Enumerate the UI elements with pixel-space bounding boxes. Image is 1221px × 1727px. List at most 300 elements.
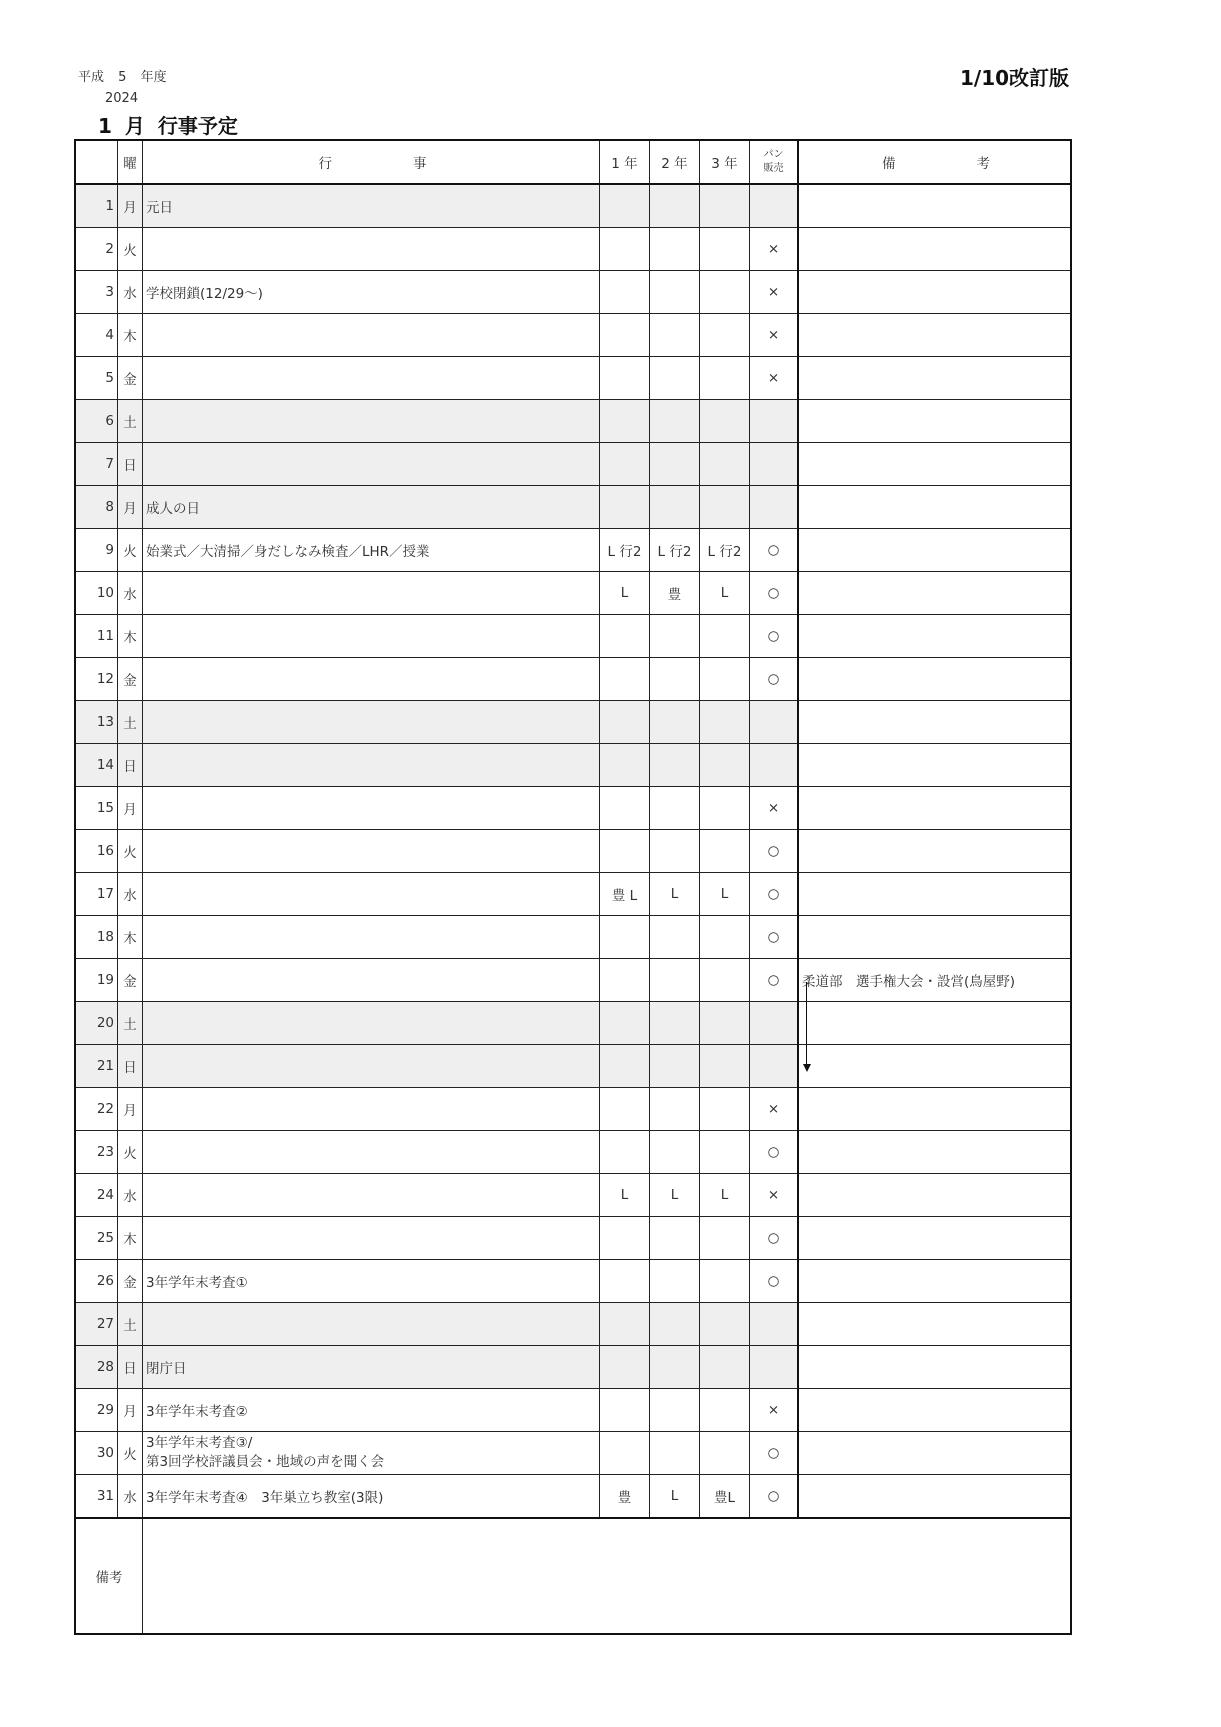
day-cell: 5 bbox=[75, 357, 118, 400]
event-cell bbox=[143, 572, 600, 615]
note-cell bbox=[798, 916, 1071, 959]
note-cell bbox=[798, 744, 1071, 787]
bread-sale-cell bbox=[750, 443, 799, 486]
year1-cell bbox=[600, 1045, 650, 1088]
year3-cell bbox=[700, 314, 750, 357]
day-header bbox=[75, 140, 118, 184]
year3-cell bbox=[700, 400, 750, 443]
day-cell: 4 bbox=[75, 314, 118, 357]
bread-sale-cell bbox=[750, 744, 799, 787]
weekday-cell: 火 bbox=[118, 1432, 143, 1475]
year2-cell bbox=[650, 400, 700, 443]
note-cell bbox=[798, 228, 1071, 271]
note-cell bbox=[798, 1475, 1071, 1519]
note-cell bbox=[798, 572, 1071, 615]
year1-cell bbox=[600, 1088, 650, 1131]
weekday-cell: 金 bbox=[118, 357, 143, 400]
year3-cell bbox=[700, 1389, 750, 1432]
bread-sale-cell: × bbox=[750, 228, 799, 271]
era-name: 平成 bbox=[78, 70, 105, 85]
year2-cell bbox=[650, 357, 700, 400]
bread-sale-cell: ○ bbox=[750, 1432, 799, 1475]
note-cell bbox=[798, 1002, 1071, 1045]
event-cell: 3年学年末考査④ 3年巣立ち教室(3限) bbox=[143, 1475, 600, 1519]
note-cell bbox=[798, 184, 1071, 228]
bread-sale-cell: ○ bbox=[750, 529, 799, 572]
weekday-cell: 水 bbox=[118, 1475, 143, 1519]
note-cell bbox=[798, 1045, 1071, 1088]
weekday-cell: 月 bbox=[118, 1088, 143, 1131]
schedule-row bbox=[75, 529, 1071, 572]
year2-cell bbox=[650, 1389, 700, 1432]
schedule-row bbox=[75, 1260, 1071, 1303]
note-cell bbox=[798, 486, 1071, 529]
year1-cell bbox=[600, 1002, 650, 1045]
year2-cell bbox=[650, 1303, 700, 1346]
year3-cell bbox=[700, 486, 750, 529]
month-number: 1 bbox=[98, 114, 112, 138]
day-cell: 31 bbox=[75, 1475, 118, 1519]
title-text: 行事予定 bbox=[157, 114, 238, 138]
event-cell bbox=[143, 744, 600, 787]
event-cell bbox=[143, 1045, 600, 1088]
bread-sale-cell: ○ bbox=[750, 916, 799, 959]
bread-sale-cell: × bbox=[750, 1174, 799, 1217]
year2-cell bbox=[650, 486, 700, 529]
remarks-content bbox=[143, 1518, 1072, 1634]
year2-cell bbox=[650, 271, 700, 314]
bread-sale-cell: ○ bbox=[750, 572, 799, 615]
event-cell bbox=[143, 1217, 600, 1260]
year2-cell bbox=[650, 1131, 700, 1174]
bread-sale-cell: × bbox=[750, 1389, 799, 1432]
schedule-row bbox=[75, 314, 1071, 357]
schedule-row bbox=[75, 400, 1071, 443]
year2-cell bbox=[650, 314, 700, 357]
schedule-row bbox=[75, 1432, 1071, 1475]
event-cell bbox=[143, 1432, 600, 1475]
event-line-1: 3年学年末考査③/ bbox=[146, 1435, 253, 1451]
event-cell bbox=[143, 1002, 600, 1045]
year1-cell bbox=[600, 271, 650, 314]
year1-cell bbox=[600, 959, 650, 1002]
note-cell bbox=[798, 873, 1071, 916]
year1-cell bbox=[600, 1131, 650, 1174]
weekday-cell: 木 bbox=[118, 916, 143, 959]
weekday-cell: 水 bbox=[118, 572, 143, 615]
weekday-header: 曜 bbox=[118, 140, 143, 184]
year1-cell bbox=[600, 443, 650, 486]
year1-cell bbox=[600, 1432, 650, 1475]
year3-cell bbox=[700, 1432, 750, 1475]
day-cell: 12 bbox=[75, 658, 118, 701]
day-cell: 30 bbox=[75, 1432, 118, 1475]
weekday-cell: 水 bbox=[118, 873, 143, 916]
year2-cell: L 行2 bbox=[650, 529, 700, 572]
day-cell: 18 bbox=[75, 916, 118, 959]
revision-label: 1/10改訂版 bbox=[960, 66, 1070, 90]
bread-sale-cell: ○ bbox=[750, 658, 799, 701]
note-cell bbox=[798, 830, 1071, 873]
schedule-row bbox=[75, 959, 1071, 1002]
note-cell bbox=[798, 1346, 1071, 1389]
year1-cell bbox=[600, 400, 650, 443]
bread-sale-cell bbox=[750, 1303, 799, 1346]
weekday-cell: 木 bbox=[118, 1217, 143, 1260]
year2-cell bbox=[650, 701, 700, 744]
schedule-row bbox=[75, 184, 1071, 228]
year1-cell bbox=[600, 916, 650, 959]
year1-cell: 豊 bbox=[600, 1475, 650, 1519]
event-cell: 元日 bbox=[143, 184, 600, 228]
note-cell bbox=[798, 1303, 1071, 1346]
year1-header: 1 年 bbox=[600, 140, 650, 184]
event-cell bbox=[143, 1131, 600, 1174]
weekday-cell: 月 bbox=[118, 787, 143, 830]
day-cell: 7 bbox=[75, 443, 118, 486]
bread-sale-cell bbox=[750, 1045, 799, 1088]
schedule-row bbox=[75, 873, 1071, 916]
weekday-cell: 土 bbox=[118, 1002, 143, 1045]
weekday-cell: 木 bbox=[118, 314, 143, 357]
weekday-cell: 土 bbox=[118, 701, 143, 744]
calendar-year: 2024 bbox=[105, 91, 139, 106]
schedule-row bbox=[75, 1217, 1071, 1260]
weekday-cell: 火 bbox=[118, 1131, 143, 1174]
note-cell bbox=[798, 787, 1071, 830]
schedule-row bbox=[75, 658, 1071, 701]
year1-cell: L 行2 bbox=[600, 529, 650, 572]
event-cell bbox=[143, 314, 600, 357]
year3-cell bbox=[700, 1131, 750, 1174]
note-cell bbox=[798, 1088, 1071, 1131]
event-cell bbox=[143, 1174, 600, 1217]
note-cell: 柔道部 選手権大会・設営(鳥屋野) bbox=[798, 959, 1071, 1002]
schedule-row bbox=[75, 443, 1071, 486]
event-cell bbox=[143, 228, 600, 271]
weekday-cell: 火 bbox=[118, 830, 143, 873]
weekday-cell: 木 bbox=[118, 615, 143, 658]
day-cell: 25 bbox=[75, 1217, 118, 1260]
weekday-cell: 月 bbox=[118, 486, 143, 529]
nendo-label: 年度 bbox=[140, 70, 167, 85]
year1-cell bbox=[600, 184, 650, 228]
bread-sale-cell bbox=[750, 701, 799, 744]
bread-sale-cell: × bbox=[750, 357, 799, 400]
year3-cell bbox=[700, 1045, 750, 1088]
bread-sale-cell: ○ bbox=[750, 873, 799, 916]
schedule-row bbox=[75, 1131, 1071, 1174]
day-cell: 20 bbox=[75, 1002, 118, 1045]
bread-sale-cell: × bbox=[750, 271, 799, 314]
year1-cell: 豊 L bbox=[600, 873, 650, 916]
note-cell bbox=[798, 1389, 1071, 1432]
bread-sale-header bbox=[750, 140, 799, 184]
year3-cell bbox=[700, 959, 750, 1002]
schedule-row bbox=[75, 744, 1071, 787]
day-cell: 1 bbox=[75, 184, 118, 228]
day-cell: 10 bbox=[75, 572, 118, 615]
event-cell: 3年学年末考査① bbox=[143, 1260, 600, 1303]
year3-cell bbox=[700, 787, 750, 830]
event-cell bbox=[143, 830, 600, 873]
year3-cell bbox=[700, 1217, 750, 1260]
day-cell: 16 bbox=[75, 830, 118, 873]
year3-header: 3 年 bbox=[700, 140, 750, 184]
schedule-row bbox=[75, 787, 1071, 830]
bread-sale-cell: ○ bbox=[750, 615, 799, 658]
year2-cell bbox=[650, 184, 700, 228]
year3-cell bbox=[700, 443, 750, 486]
schedule-row bbox=[75, 572, 1071, 615]
year1-cell bbox=[600, 1389, 650, 1432]
day-cell: 27 bbox=[75, 1303, 118, 1346]
event-cell bbox=[143, 701, 600, 744]
duration-arrow bbox=[806, 982, 807, 1070]
event-line-2: 第3回学校評議員会・地域の声を聞く会 bbox=[146, 1454, 385, 1470]
event-cell bbox=[143, 916, 600, 959]
bread-sale-header-line1: パン bbox=[763, 149, 784, 160]
event-cell bbox=[143, 787, 600, 830]
note-cell bbox=[798, 271, 1071, 314]
year1-cell bbox=[600, 228, 650, 271]
day-cell: 11 bbox=[75, 615, 118, 658]
year3-cell: L 行2 bbox=[700, 529, 750, 572]
year3-cell: L bbox=[700, 873, 750, 916]
schedule-row bbox=[75, 701, 1071, 744]
year2-cell bbox=[650, 916, 700, 959]
weekday-cell: 金 bbox=[118, 1260, 143, 1303]
day-cell: 23 bbox=[75, 1131, 118, 1174]
weekday-cell: 金 bbox=[118, 959, 143, 1002]
year3-cell: 豊L bbox=[700, 1475, 750, 1519]
year1-cell bbox=[600, 314, 650, 357]
year1-cell bbox=[600, 701, 650, 744]
year3-cell bbox=[700, 916, 750, 959]
year1-cell bbox=[600, 1217, 650, 1260]
weekday-cell: 日 bbox=[118, 1346, 143, 1389]
schedule-row bbox=[75, 916, 1071, 959]
bread-sale-cell: ○ bbox=[750, 1131, 799, 1174]
year2-cell bbox=[650, 443, 700, 486]
event-cell bbox=[143, 658, 600, 701]
year1-cell: L bbox=[600, 572, 650, 615]
remarks-row bbox=[75, 1518, 1071, 1634]
schedule-row bbox=[75, 1174, 1071, 1217]
year1-cell bbox=[600, 830, 650, 873]
schedule-row bbox=[75, 486, 1071, 529]
note-cell bbox=[798, 1217, 1071, 1260]
year3-cell bbox=[700, 830, 750, 873]
weekday-cell: 月 bbox=[118, 1389, 143, 1432]
remarks-label: 備考 bbox=[75, 1518, 143, 1634]
note-cell bbox=[798, 615, 1071, 658]
weekday-cell: 月 bbox=[118, 184, 143, 228]
event-cell: 成人の日 bbox=[143, 486, 600, 529]
year3-cell bbox=[700, 1088, 750, 1131]
event-cell bbox=[143, 959, 600, 1002]
note-cell bbox=[798, 658, 1071, 701]
weekday-cell: 日 bbox=[118, 1045, 143, 1088]
schedule-row bbox=[75, 1045, 1071, 1088]
note-header: 備 考 bbox=[798, 140, 1071, 184]
day-cell: 9 bbox=[75, 529, 118, 572]
year3-cell bbox=[700, 1303, 750, 1346]
schedule-row bbox=[75, 1346, 1071, 1389]
year2-cell bbox=[650, 658, 700, 701]
day-cell: 24 bbox=[75, 1174, 118, 1217]
bread-sale-cell: ○ bbox=[750, 959, 799, 1002]
note-cell bbox=[798, 314, 1071, 357]
year2-cell: L bbox=[650, 1174, 700, 1217]
day-cell: 26 bbox=[75, 1260, 118, 1303]
year3-cell bbox=[700, 1260, 750, 1303]
event-cell bbox=[143, 400, 600, 443]
schedule-row bbox=[75, 357, 1071, 400]
year2-cell bbox=[650, 615, 700, 658]
year2-cell bbox=[650, 1002, 700, 1045]
event-cell bbox=[143, 1088, 600, 1131]
year3-cell bbox=[700, 184, 750, 228]
weekday-cell: 日 bbox=[118, 443, 143, 486]
bread-sale-cell bbox=[750, 1002, 799, 1045]
schedule-row bbox=[75, 1088, 1071, 1131]
year2-cell bbox=[650, 228, 700, 271]
bread-sale-cell: × bbox=[750, 314, 799, 357]
event-cell: 学校閉鎖(12/29〜) bbox=[143, 271, 600, 314]
event-header: 行 事 bbox=[143, 140, 600, 184]
weekday-cell: 金 bbox=[118, 658, 143, 701]
year1-cell: L bbox=[600, 1174, 650, 1217]
event-cell bbox=[143, 873, 600, 916]
note-cell bbox=[798, 400, 1071, 443]
era-year: 5 bbox=[118, 70, 127, 85]
year3-cell bbox=[700, 1002, 750, 1045]
year1-cell bbox=[600, 615, 650, 658]
bread-sale-cell: × bbox=[750, 1088, 799, 1131]
schedule-row bbox=[75, 615, 1071, 658]
year3-cell bbox=[700, 658, 750, 701]
day-cell: 17 bbox=[75, 873, 118, 916]
schedule-row bbox=[75, 1303, 1071, 1346]
day-cell: 14 bbox=[75, 744, 118, 787]
year1-cell bbox=[600, 357, 650, 400]
year2-cell bbox=[650, 1088, 700, 1131]
year2-cell bbox=[650, 959, 700, 1002]
day-cell: 15 bbox=[75, 787, 118, 830]
day-cell: 3 bbox=[75, 271, 118, 314]
year3-cell: L bbox=[700, 572, 750, 615]
schedule-row bbox=[75, 1002, 1071, 1045]
bread-sale-cell bbox=[750, 400, 799, 443]
year1-cell bbox=[600, 744, 650, 787]
event-cell bbox=[143, 357, 600, 400]
day-cell: 2 bbox=[75, 228, 118, 271]
bread-sale-cell: × bbox=[750, 787, 799, 830]
note-cell bbox=[798, 1131, 1071, 1174]
year2-cell bbox=[650, 1045, 700, 1088]
year2-cell: 豊 bbox=[650, 572, 700, 615]
note-cell bbox=[798, 529, 1071, 572]
year1-cell bbox=[600, 658, 650, 701]
schedule-row bbox=[75, 1475, 1071, 1519]
note-cell bbox=[798, 1260, 1071, 1303]
year2-cell: L bbox=[650, 1475, 700, 1519]
month-unit: 月 bbox=[124, 114, 145, 138]
bread-sale-cell bbox=[750, 486, 799, 529]
weekday-cell: 水 bbox=[118, 1174, 143, 1217]
bread-sale-cell: ○ bbox=[750, 830, 799, 873]
day-cell: 8 bbox=[75, 486, 118, 529]
schedule-row bbox=[75, 830, 1071, 873]
year3-cell bbox=[700, 271, 750, 314]
event-cell bbox=[143, 1303, 600, 1346]
year2-cell bbox=[650, 744, 700, 787]
weekday-cell: 土 bbox=[118, 400, 143, 443]
year3-cell bbox=[700, 701, 750, 744]
day-cell: 13 bbox=[75, 701, 118, 744]
day-cell: 6 bbox=[75, 400, 118, 443]
event-cell bbox=[143, 615, 600, 658]
year2-header: 2 年 bbox=[650, 140, 700, 184]
year3-cell: L bbox=[700, 1174, 750, 1217]
bread-sale-cell: ○ bbox=[750, 1475, 799, 1519]
note-cell bbox=[798, 1432, 1071, 1475]
year2-cell bbox=[650, 830, 700, 873]
year1-cell bbox=[600, 1346, 650, 1389]
schedule-table bbox=[74, 139, 1072, 1635]
schedule-row bbox=[75, 1389, 1071, 1432]
year2-cell bbox=[650, 1346, 700, 1389]
bread-sale-cell bbox=[750, 184, 799, 228]
year1-cell bbox=[600, 486, 650, 529]
year2-cell bbox=[650, 787, 700, 830]
year2-cell bbox=[650, 1260, 700, 1303]
table-header-row bbox=[75, 140, 1071, 184]
note-cell bbox=[798, 701, 1071, 744]
year1-cell bbox=[600, 1303, 650, 1346]
year2-cell bbox=[650, 1432, 700, 1475]
weekday-cell: 日 bbox=[118, 744, 143, 787]
fiscal-year-label bbox=[78, 66, 177, 85]
year3-cell bbox=[700, 357, 750, 400]
event-cell: 閉庁日 bbox=[143, 1346, 600, 1389]
bread-sale-cell: ○ bbox=[750, 1260, 799, 1303]
bread-sale-header-line2: 販売 bbox=[763, 163, 784, 174]
bread-sale-cell bbox=[750, 1346, 799, 1389]
day-cell: 19 bbox=[75, 959, 118, 1002]
event-cell: 始業式／大清掃／身だしなみ検査／LHR／授業 bbox=[143, 529, 600, 572]
year3-cell bbox=[700, 744, 750, 787]
schedule-row bbox=[75, 228, 1071, 271]
year1-cell bbox=[600, 1260, 650, 1303]
weekday-cell: 土 bbox=[118, 1303, 143, 1346]
weekday-cell: 火 bbox=[118, 228, 143, 271]
page-title bbox=[98, 110, 244, 139]
schedule-row bbox=[75, 271, 1071, 314]
year3-cell bbox=[700, 615, 750, 658]
day-cell: 22 bbox=[75, 1088, 118, 1131]
year1-cell bbox=[600, 787, 650, 830]
bread-sale-cell: ○ bbox=[750, 1217, 799, 1260]
year2-cell bbox=[650, 1217, 700, 1260]
day-cell: 21 bbox=[75, 1045, 118, 1088]
event-cell bbox=[143, 443, 600, 486]
note-cell bbox=[798, 357, 1071, 400]
note-cell bbox=[798, 443, 1071, 486]
weekday-cell: 水 bbox=[118, 271, 143, 314]
day-cell: 28 bbox=[75, 1346, 118, 1389]
